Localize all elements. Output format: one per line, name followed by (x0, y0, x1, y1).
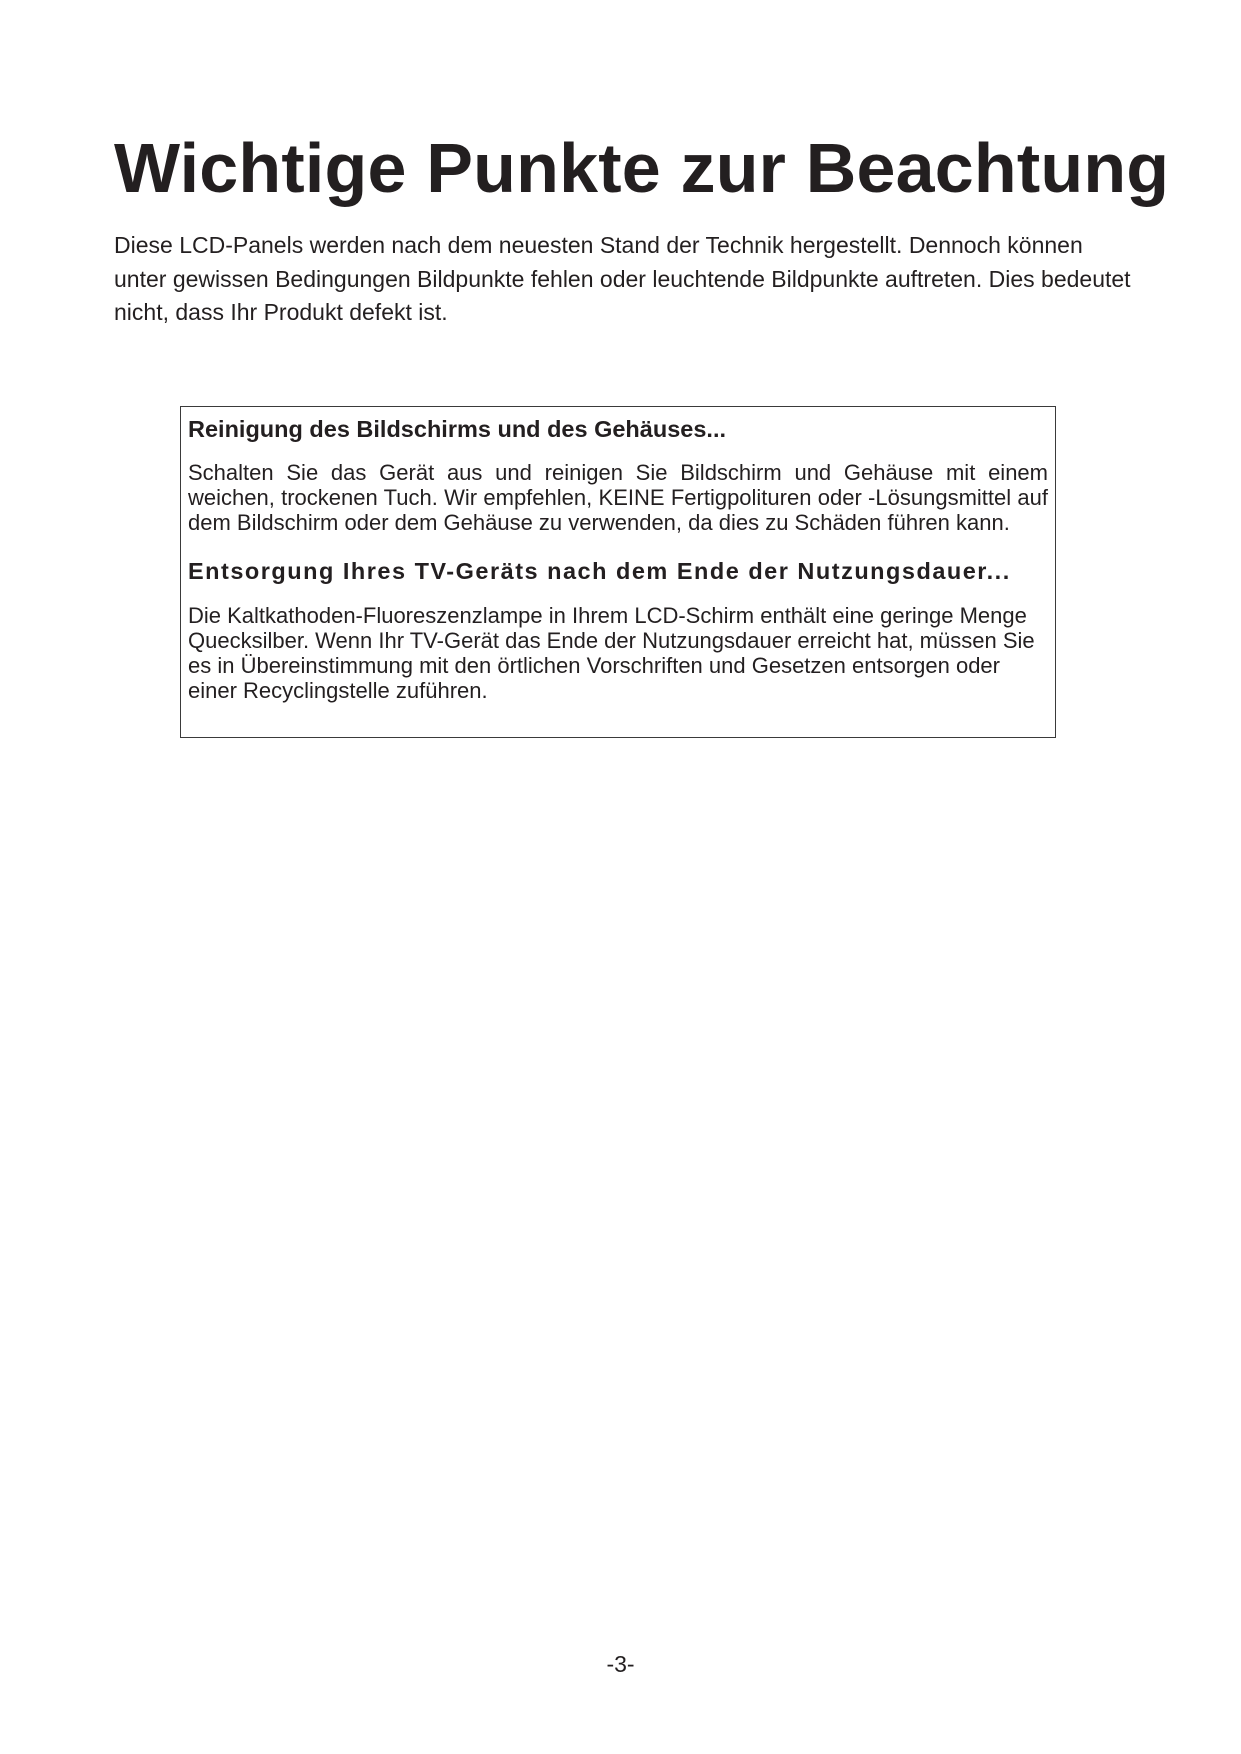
disposal-heading: Entsorgung Ihres TV-Geräts nach dem Ende der Nutzungsdauer... (188, 558, 1011, 584)
intro-paragraph: Diese LCD-Panels werden nach dem neuesten Stand der Technik hergestellt. Dennoch können unter gewissen Bedingungen Bildpunkte fehlen oder leuchtende Bildpunkte auftreten. Dies bedeutet nicht, dass Ihr Produkt defekt ist. (114, 232, 1131, 325)
notice-box (180, 406, 1056, 738)
disposal-text: Die Kaltkathoden-Fluoreszenzlampe in Ihrem LCD-Schirm enthält eine geringe Menge Quecksilber. Wenn Ihr TV-Gerät das Ende der Nutzungsdauer erreicht hat, müssen Sie es in Übereinstimmung mit den örtlichen Vorschriften und Gesetzen entsorgen oder einer Recyclingstelle zuführen. (188, 603, 1035, 703)
page-title: Wichtige Punkte zur Beachtung (114, 129, 1170, 207)
page-number: -3- (606, 1651, 635, 1677)
cleaning-heading: Reinigung des Bildschirms und des Gehäuses... (188, 416, 727, 442)
cleaning-text: Schalten Sie das Gerät aus und reinigen Sie Bildschirm und Gehäuse mit einem weichen, trockenen Tuch. Wir empfehlen, KEINE Fertigpolituren oder -Lösungsmittel auf dem Bildschirm oder dem Gehäuse zu verwenden, da dies zu Schäden führen kann. (188, 460, 1048, 535)
